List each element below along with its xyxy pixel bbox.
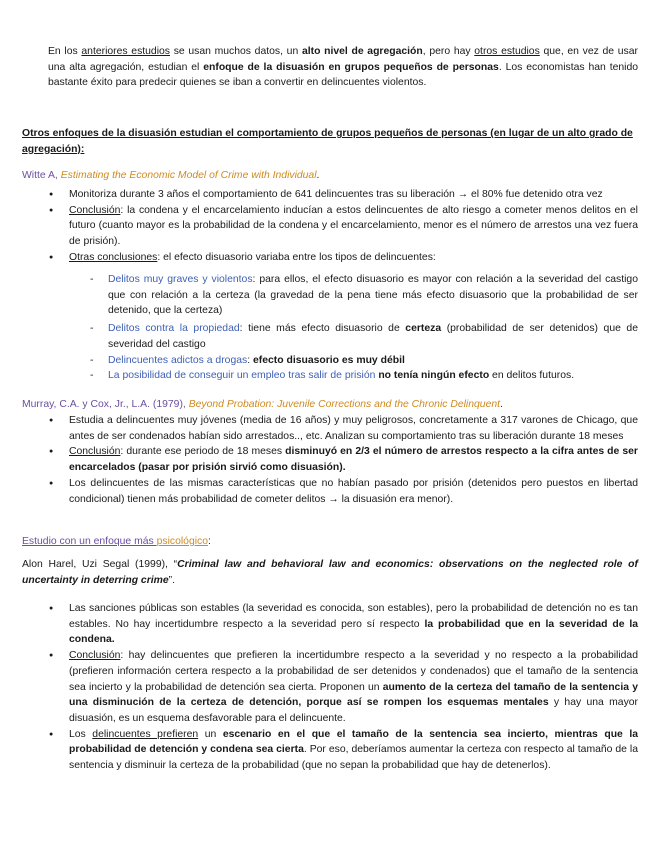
- psico-bullet-sanciones: [49, 601, 638, 648]
- section-heading-psicologico: [22, 534, 638, 550]
- section-heading-otros-enfoques: Otros enfoques de la disuasión estudian el comportamiento de grupos pequeños de personas (en lugar de un alto grado de agregación):: [22, 128, 633, 155]
- intro-underline-otros: otros estudios: [474, 46, 540, 57]
- subitem-label-propiedad: Delitos contra la propiedad: [108, 323, 240, 335]
- psico-sanciones-text: Las sanciones públicas son estables (la severidad es conocida, son estables), pero la probabilidad de detención no es tan estables. No hay incertidumbre respecto a la severidad pero sí respecto: [69, 603, 638, 630]
- murray-bullet-estudia: ● Estudia a delincuentes muy jóvenes (media de 16 años) y muy peligrosos, concretamente a 317 varones de Chicago, que antes de ser condenados habían sido arrestados.., etc. Analizan su comportamiento tras su liberación durante 18 meses: [49, 413, 638, 444]
- witte-title: Estimating the Economic Model of Crime with Individual: [60, 170, 317, 181]
- intro-text: se usan muchos datos, un: [170, 46, 302, 57]
- subitem-label-empleo: La posibilidad de conseguir un empleo tras salir de prisión: [108, 370, 376, 382]
- witte-author: Witte A,: [22, 170, 61, 181]
- subitem-label-graves: Delitos muy graves y violentos: [108, 274, 253, 285]
- subitem-bold-drogas: efecto disuasorio es muy débil: [252, 354, 405, 366]
- witte-subitem-graves: [88, 272, 638, 319]
- murray-bullet-conclusion: [49, 444, 638, 475]
- psico-reference: [22, 557, 638, 588]
- witte-subitem-list: [88, 272, 638, 384]
- intro-text: . Los economistas han tenido bastante éxito para predecir quienes se iban a convertir en delincuentes violentos.: [48, 61, 638, 89]
- psico-prefieren-text: Los: [69, 728, 93, 740]
- psico-prefieren-underline: delincuentes prefieren: [92, 728, 199, 740]
- psico-heading-psicologico: psicológico: [156, 536, 208, 547]
- psico-ref-title: Criminal law and behavioral law and economics: observations on the neglected role of uncertainty in deterring crime: [22, 559, 638, 586]
- witte-otras-text: : el efecto disuasorio variaba entre los tipos de delincuentes:: [157, 251, 436, 263]
- subitem-text-drogas: :: [247, 354, 253, 366]
- subitem-bold-certeza: certeza: [405, 323, 442, 335]
- psico-conclusion-label: Conclusión: [69, 650, 121, 662]
- murray-author: Murray, C.A. y Cox, Jr., L.A. (1979),: [22, 399, 189, 410]
- subitem-text-graves: : para ellos, el efecto disuasorio es mayor con relación a la severidad del castigo que con relación a la certeza (la gravedad de la pena tiene más efecto disuasorio que la probabilidad de ser detenido, que la certeza): [108, 274, 638, 317]
- psico-prefieren-bold: escenario en el que el tamaño de la sentencia sea incierto, mientras que la probabilidad de detención y condena sea cierta: [69, 728, 639, 756]
- psico-conclusion-text: : hay delincuentes que prefieren la incertidumbre respecto a la severidad y no respecto a la probabilidad (prefieren información certera respecto a la probabilidad de ser detenidos y condenados) que el tamaño de la sentencia sea incierto y la probabilidad de detención sea cierta. Proponen un: [69, 650, 638, 693]
- witte-reference: [22, 168, 638, 184]
- witte-conclusion-label: Conclusión: [69, 204, 121, 216]
- murray-conclusion-text: : durante ese periodo de 18 meses: [120, 446, 286, 458]
- psico-heading-colon: :: [208, 536, 211, 547]
- psico-conclusion-bold: aumento de la certeza del tamaño de la sentencia y una disminución de la certeza de detención, porque así se rompen los esquemas mentales: [69, 681, 638, 709]
- intro-bold-agregacion: alto nivel de agregación: [301, 46, 423, 57]
- witte-bullet-otras: [49, 250, 638, 266]
- subitem-text-propiedad: : tiene más efecto disuasorio de: [239, 323, 406, 335]
- intro-text: , pero hay: [422, 46, 475, 57]
- psico-ref-authors: Alon Harel, Uzi Segal (1999), “: [22, 559, 178, 570]
- psico-sanciones-bold: la probabilidad que en la severidad de la condena.: [69, 618, 638, 646]
- witte-bullet-list: [49, 187, 638, 266]
- murray-bullet-delincuentes: ● Los delincuentes de las mismas características que no habían pasado por prisión (detenidos pero puestos en libertad condicional) tienen más probabilidad de cometer delitos → la disuasión era menor).: [49, 476, 638, 507]
- psico-bullet-conclusion: [49, 648, 638, 727]
- psico-heading-text: Estudio con un enfoque más: [22, 536, 157, 547]
- intro-text: En los: [48, 46, 82, 57]
- murray-title: Beyond Probation: Juvenile Corrections and the Chronic Delinquent: [188, 399, 501, 410]
- witte-subitem-empleo: [88, 368, 638, 384]
- subitem-text-propiedad-2: (probabilidad de ser detenidos) que de severidad del castigo: [108, 323, 638, 350]
- psico-bullet-list: [49, 601, 638, 774]
- murray-dot: .: [500, 399, 503, 410]
- psico-bullet-prefieren: [49, 727, 638, 774]
- witte-conclusion-text: : la condena y el encarcelamiento inducían a estos delincuentes de alto riesgo a cometer menos delitos en el futuro (cuanto mayor es la probabilidad de la condena y el encarcelamiento, menor es el número de arrestos una vez fuera de prisión).: [69, 204, 638, 248]
- intro-paragraph: [48, 44, 638, 91]
- intro-underline-anteriores: anteriores estudios: [81, 46, 170, 57]
- witte-subitem-drogas: [88, 353, 638, 369]
- murray-reference: [22, 397, 638, 413]
- murray-conclusion-bold: disminuyó en 2/3 el número de arrestos respecto a la cifra antes de ser encarcelados (pasar por prisión sirvió como disuasión).: [69, 446, 638, 474]
- witte-bullet-conclusion: [49, 203, 638, 250]
- intro-bold-enfoque: enfoque de la disuasión en grupos pequeños de personas: [203, 61, 499, 73]
- witte-bullet-monitoriza: ● Monitoriza durante 3 años el comportamiento de 641 delincuentes tras su liberación → el 80% fue detenido otra vez: [49, 187, 638, 203]
- murray-bullet-list: [49, 413, 638, 507]
- witte-dot: .: [316, 170, 320, 181]
- psico-prefieren-text-2: un: [198, 728, 223, 740]
- psico-conclusion-text-2: y hay una mayor disuasión, es un esquema desfavorable para el delincuente.: [69, 697, 639, 724]
- intro-text: que, en vez de usar una alta agregación, estudian el: [48, 46, 638, 73]
- subitem-text-empleo-2: en delitos futuros.: [489, 370, 575, 382]
- witte-otras-label: Otras conclusiones: [69, 251, 158, 263]
- subitem-bold-empleo: no tenía ningún efecto: [378, 370, 490, 382]
- psico-prefieren-text-3: . Por eso, deberíamos aumentar la certeza con respecto al tamaño de la sentencia y disminuir la certeza de la probabilidad (que no sepan la probabilidad que hay de detenerlos).: [69, 744, 639, 772]
- subitem-label-drogas: Delincuentes adictos a drogas: [108, 354, 248, 366]
- murray-conclusion-label: Conclusión: [69, 446, 121, 458]
- psico-ref-end: ”.: [168, 574, 176, 586]
- witte-subitem-propiedad: [88, 321, 638, 352]
